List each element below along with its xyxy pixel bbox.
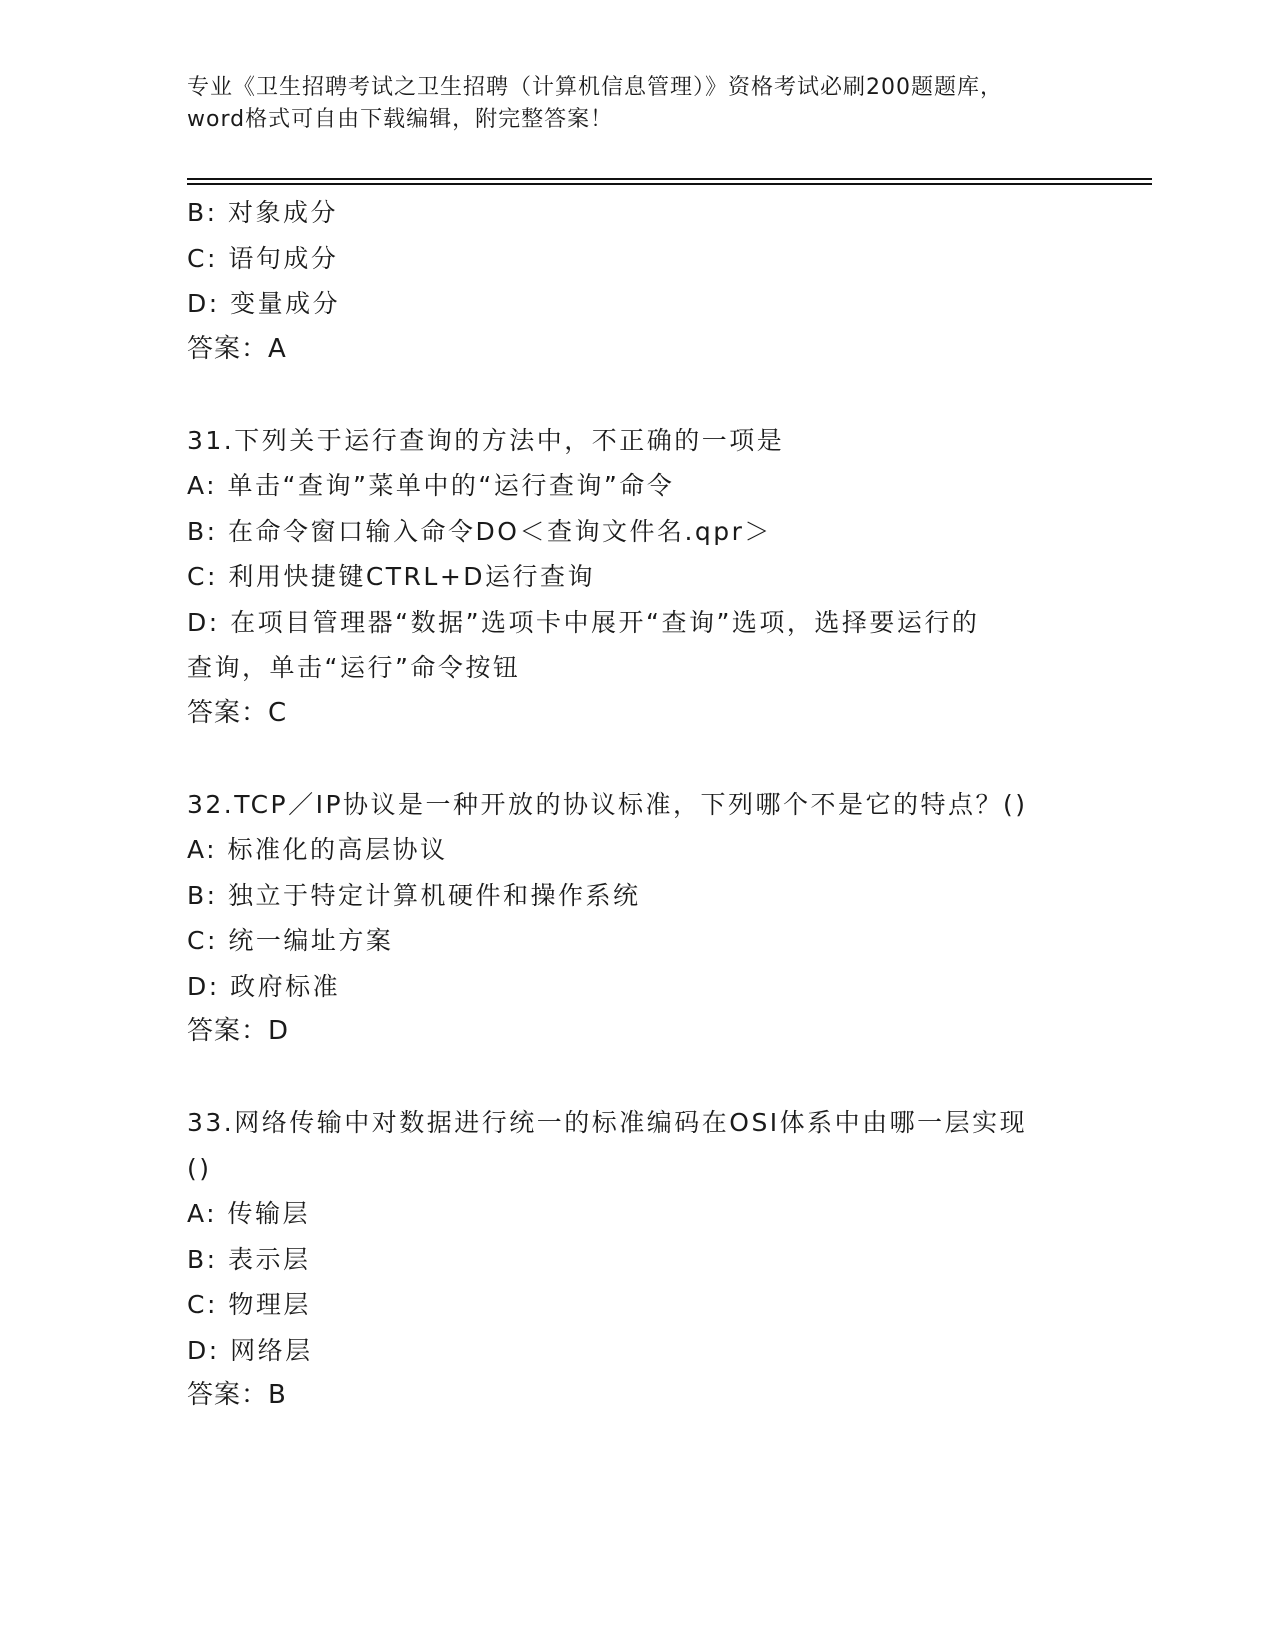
option-a: A: 单击“查询”菜单中的“运行查询”命令 — [187, 471, 675, 500]
question-31 — [187, 418, 1087, 737]
option-a: A: 传输层 — [187, 1199, 311, 1228]
option-c: C: 统一编址方案 — [187, 926, 394, 955]
option-b: B: 表示层 — [187, 1244, 311, 1274]
option-d: D: 变量成分 — [187, 289, 341, 318]
question-stem-continued: () — [187, 1153, 212, 1183]
option-c: C: 物理层 — [187, 1290, 311, 1319]
option-b: B: 在命令窗口输入命令DO＜查询文件名.qpr＞ — [187, 516, 772, 546]
question-30-continued — [187, 190, 1087, 372]
spacer — [187, 372, 1087, 418]
answer-line: 答案：B — [187, 1380, 287, 1410]
question-stem: 32.TCP／IP协议是一种开放的协议标准，下列哪个不是它的特点？() — [187, 789, 1028, 819]
spacer — [187, 736, 1087, 782]
spacer — [187, 1055, 1087, 1101]
answer-line: 答案：A — [187, 333, 287, 364]
header-divider-top — [187, 178, 1152, 180]
option-d: D: 在项目管理器“数据”选项卡中展开“查询”选项，选择要运行的 — [187, 607, 980, 637]
answer-line: 答案：D — [187, 1016, 290, 1046]
header-title-line-1: 专业《卫生招聘考试之卫生招聘（计算机信息管理）》资格考试必刷200题题库， — [187, 75, 1003, 100]
option-d-continued: 查询，单击“运行”命令按钮 — [187, 653, 521, 682]
question-33 — [187, 1100, 1087, 1419]
option-c: C: 语句成分 — [187, 243, 339, 273]
header-divider-bottom — [187, 183, 1152, 185]
header-title-line-2: word格式可自由下载编辑，附完整答案！ — [187, 107, 614, 132]
option-b: B: 独立于特定计算机硬件和操作系统 — [187, 880, 641, 910]
option-c: C: 利用快捷键CTRL+D运行查询 — [187, 562, 596, 591]
option-a: A: 标准化的高层协议 — [187, 835, 448, 864]
answer-line: 答案：C — [187, 697, 288, 728]
question-stem: 31.下列关于运行查询的方法中，不正确的一项是 — [187, 425, 785, 455]
question-stem: 33.网络传输中对数据进行统一的标准编码在OSI体系中由哪一层实现 — [187, 1108, 1028, 1137]
document-header — [187, 72, 1087, 136]
question-content — [187, 190, 1087, 1419]
option-b: B: 对象成分 — [187, 198, 339, 227]
option-d: D: 政府标准 — [187, 971, 341, 1001]
option-d: D: 网络层 — [187, 1335, 313, 1365]
question-32 — [187, 782, 1087, 1055]
